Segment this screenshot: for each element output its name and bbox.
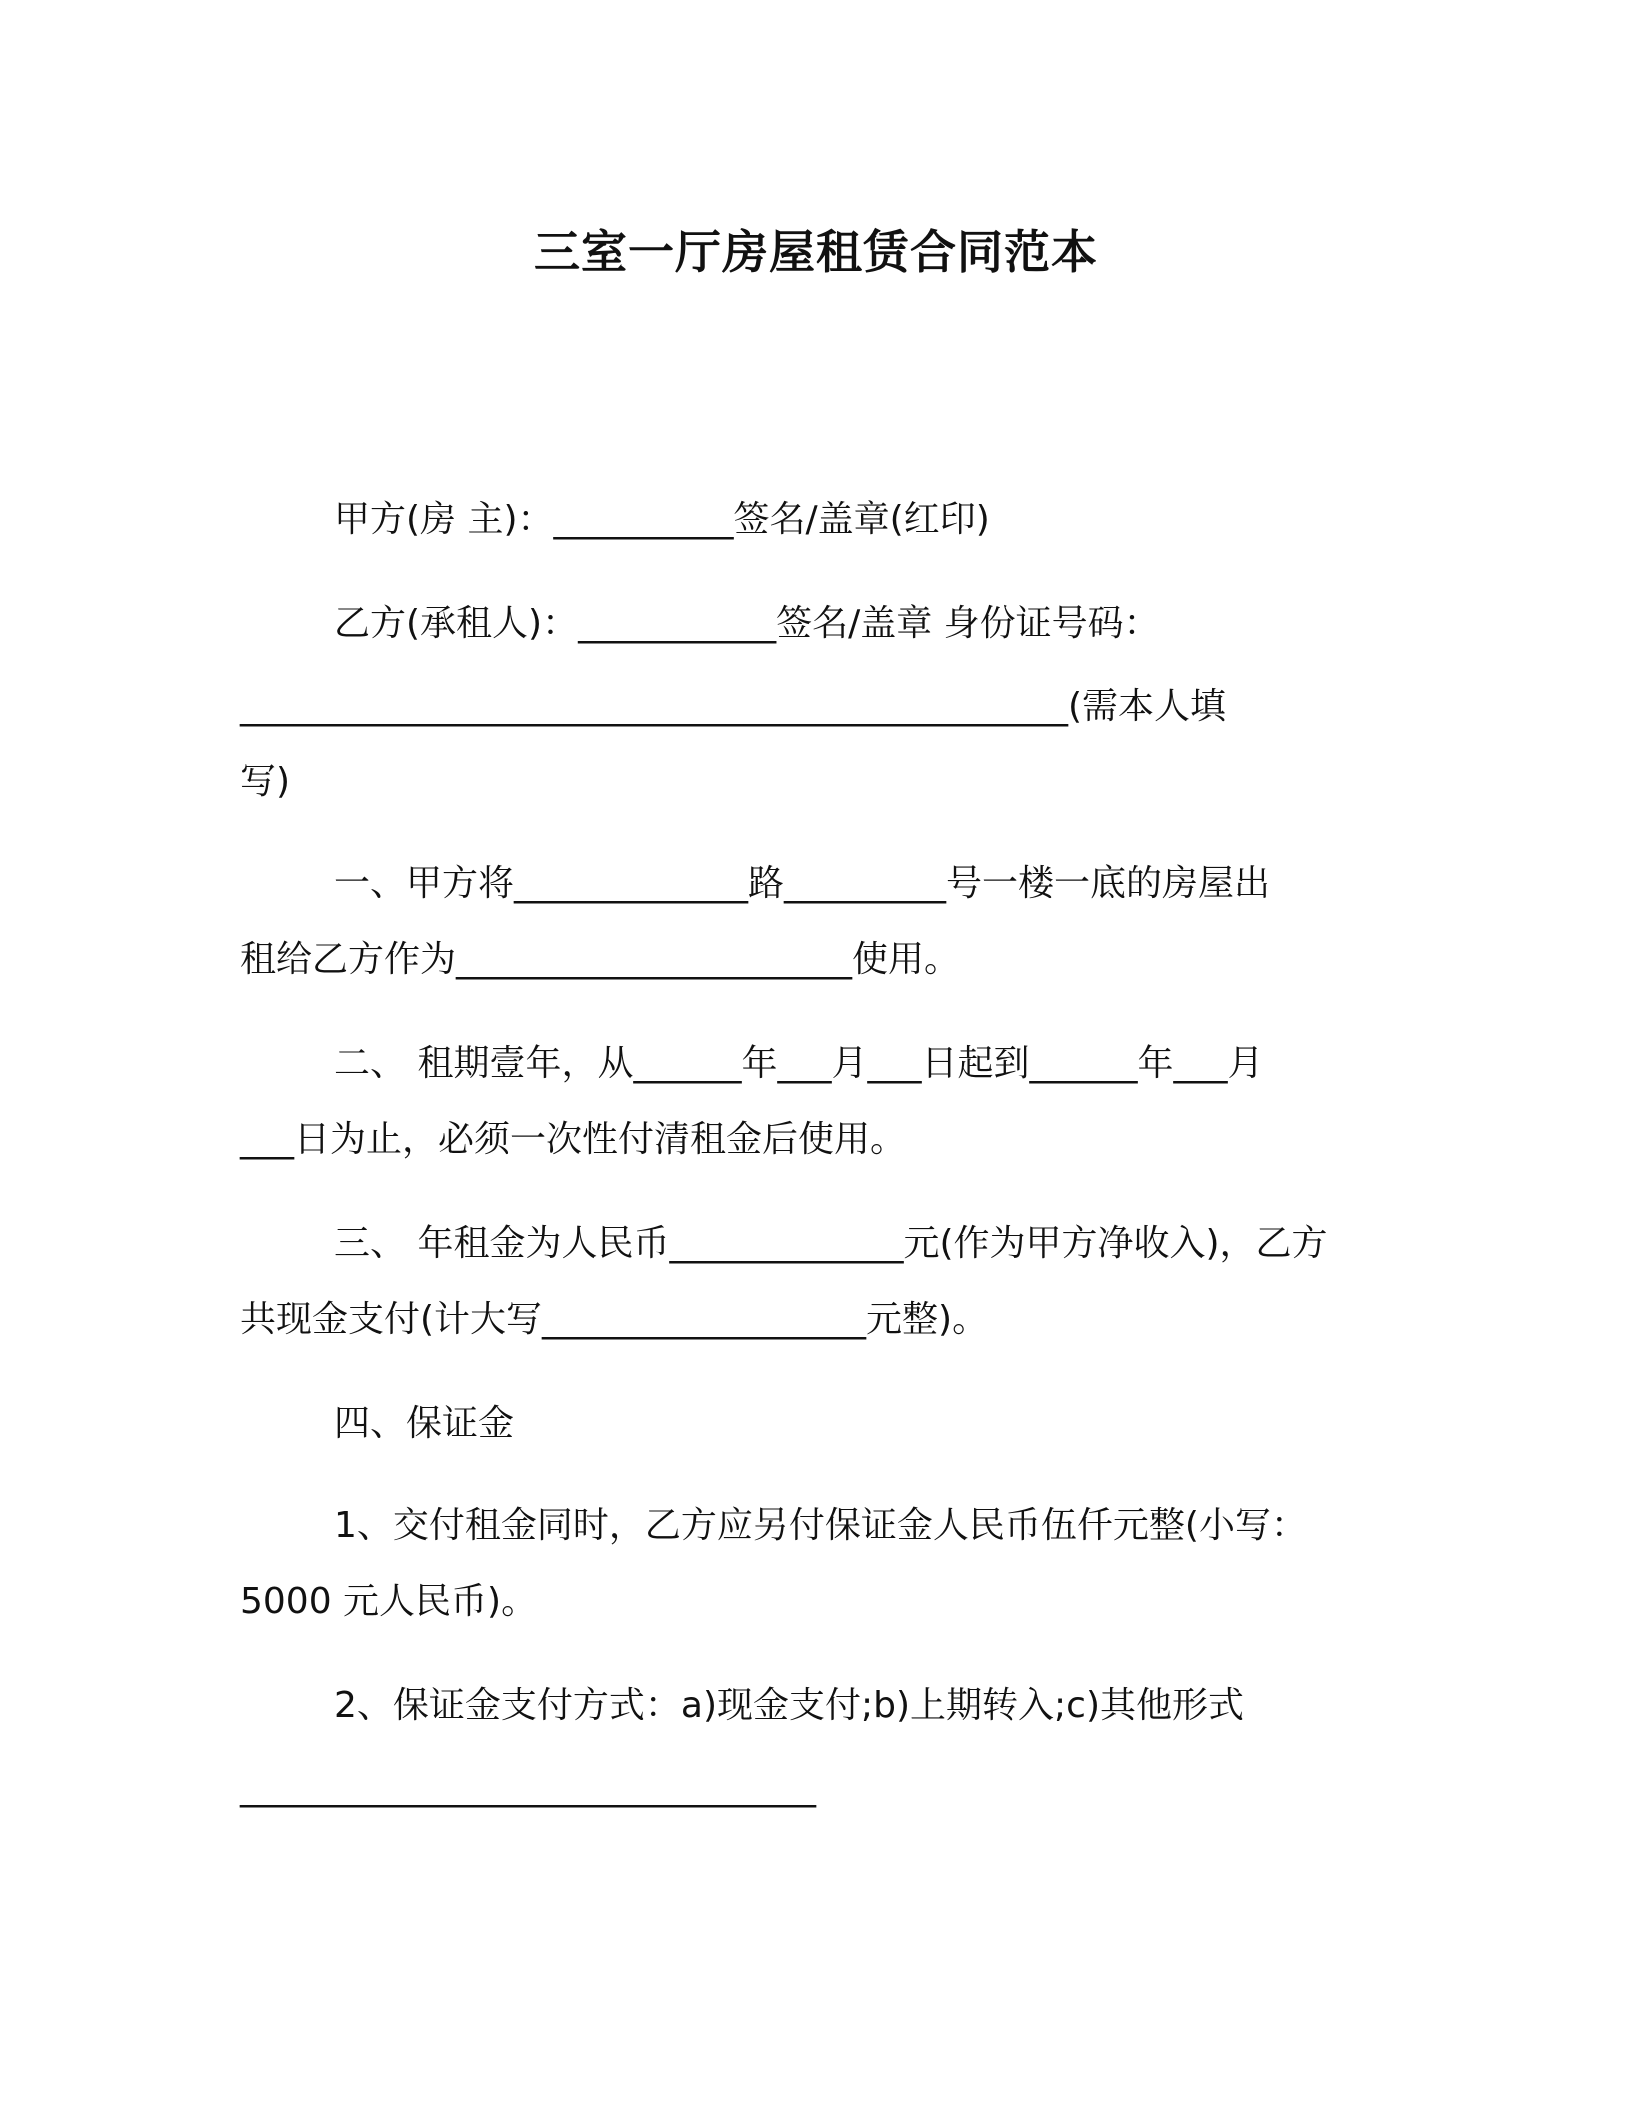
clause-2-line-2: ___日为止，必须一次性付清租金后使用。 xyxy=(240,1119,907,1160)
party-a-line: 甲方(房 主)：__________签名/盖章(红印) xyxy=(334,499,990,540)
deposit-item-1-line-1: 1、交付租金同时，乙方应另付保证金人民币伍仟元整(小写： xyxy=(334,1505,1307,1546)
party-b-line: 乙方(承租人)：___________签名/盖章 身份证号码： xyxy=(334,603,1160,644)
deposit-item-2-blank: ________________________________ xyxy=(240,1767,816,1808)
deposit-item-2-line-1: 2、保证金支付方式：a)现金支付;b)上期转入;c)其他形式 xyxy=(334,1685,1245,1726)
clause-3-line-2: 共现金支付(计大写__________________元整)。 xyxy=(240,1299,989,1340)
clause-4-heading: 四、保证金 xyxy=(334,1403,515,1444)
clause-1-line-2: 租给乙方作为______________________使用。 xyxy=(240,939,961,980)
id-number-blank-line: ______________________________________________(需本人填 xyxy=(240,686,1227,727)
deposit-item-1-line-2: 5000 元人民币)。 xyxy=(240,1581,538,1622)
clause-3-line-1: 三、 年租金为人民币_____________元(作为甲方净收入)，乙方 xyxy=(334,1223,1328,1264)
id-number-note-line: 写) xyxy=(240,761,291,802)
clause-2-line-1: 二、 租期壹年，从______年___月___日起到______年___月 xyxy=(334,1043,1264,1084)
document-title: 三室一厅房屋租赁合同范本 xyxy=(534,225,1098,279)
clause-1-line-1: 一、甲方将_____________路_________号一楼一底的房屋出 xyxy=(334,863,1271,904)
